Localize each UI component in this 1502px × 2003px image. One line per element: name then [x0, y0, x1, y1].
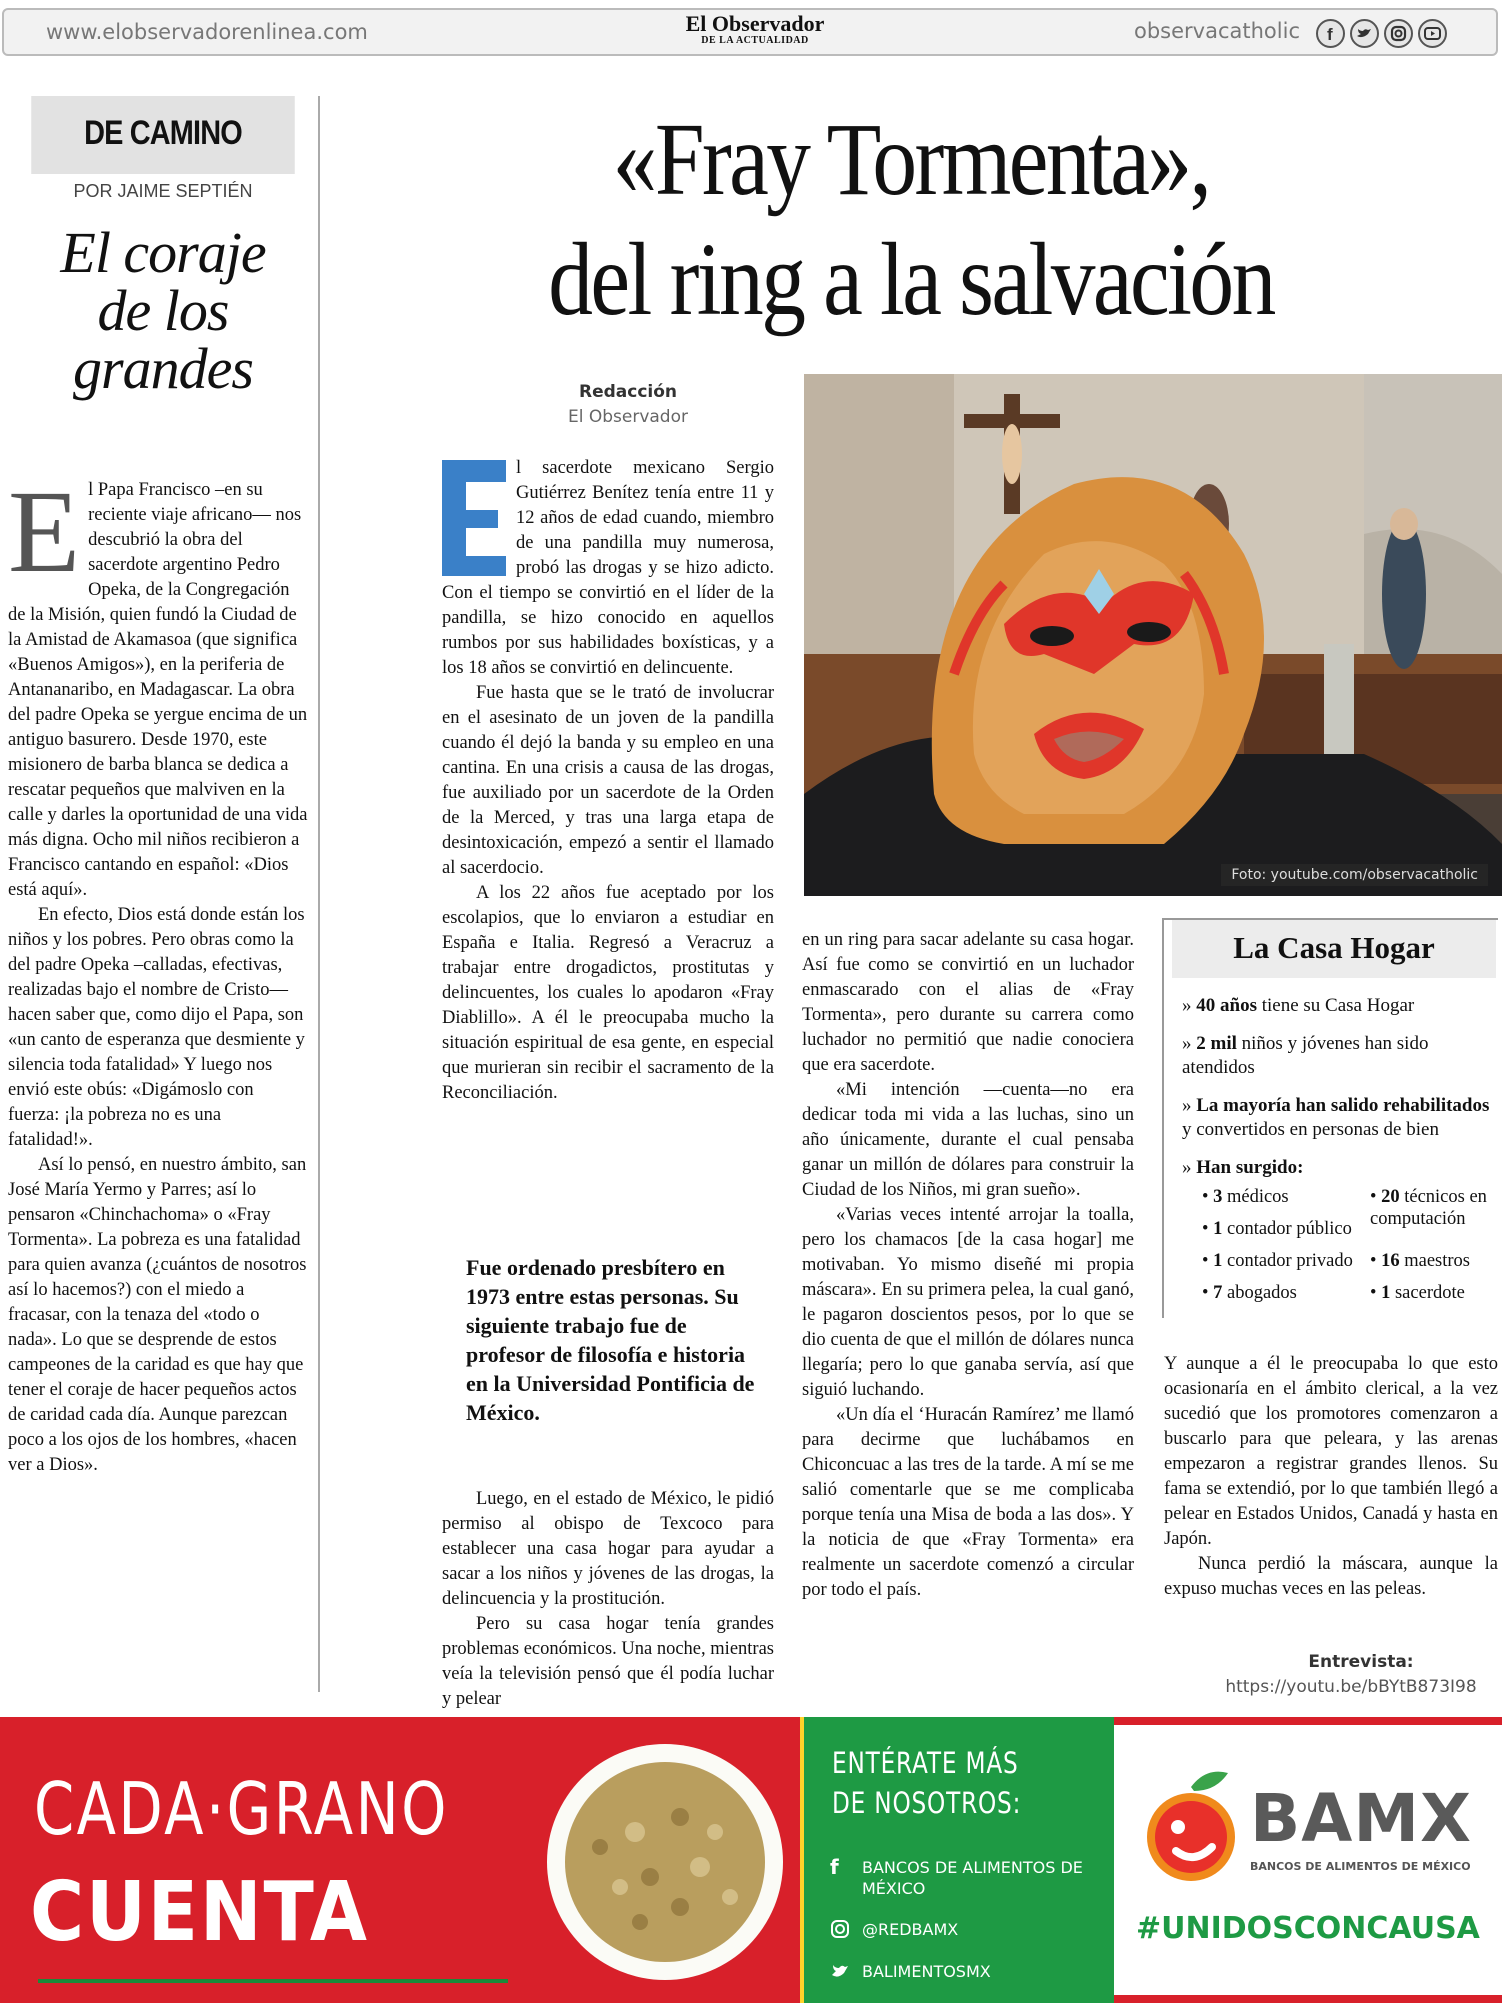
page-header — [2, 8, 1498, 56]
facebook-icon: f — [830, 1855, 839, 1879]
paragraph: en un ring para sacar adelante su casa hogar. Así fue como se convirtió en un luchador enmascarado con el alias de «Fray Tormenta», pero durante su carrera como luchador no permitió que nadie conociera que era sacerdote. — [802, 930, 1134, 1075]
section-title: DE CAMINO — [31, 96, 295, 174]
fact-item: » Han surgido: — [1182, 1157, 1304, 1178]
social-handle: observacatholic — [1134, 19, 1300, 43]
title-line: «Fray Tormenta», — [612, 102, 1210, 217]
bean-bowl-image — [540, 1737, 790, 1987]
sidebar-title: La Casa Hogar — [1172, 920, 1496, 978]
paragraph: Nunca perdió la máscara, aunque la expuso muchas veces en las peleas. — [1164, 1554, 1498, 1599]
paragraph-text: l Papa Francisco –en su reciente viaje africano— nos descubrió la obra del sacerdote argentino Pedro Opeka, de la Congregación de la Misión, quien fundó la Ciudad de la Amistad de Akamasoa (que significa «Buenos Amigos»), en la periferia de Antananaribo, en Madagascar. La obra del padre Opeka se yergue encima de un antiguo basurero. Desde 1970, este misionero de barba blanca se dedica a rescatar pequeños que malviven en la calle y darles la oportunidad de una vida más digna. Ocho mil niños recibieron a Francisco cantando en español: «Dios está aquí». — [8, 480, 308, 900]
paragraph: Pero su casa hogar tenía grandes problemas económicos. Una noche, mientras veía la televisión pensó que él podía luchar y pelear — [442, 1614, 774, 1709]
paragraph: «Mi intención —cuenta—no era dedicar toda mi vida a las luchas, sino un año únicamente, durante el cual pensaba ganar un millón de dólares para construir la Ciudad de los Niños, mi gran sueño». — [802, 1080, 1134, 1200]
ad-headline-line2: CUENTA — [30, 1865, 369, 1960]
paragraph: «Un día el ‘Huracán Ramírez’ me llamó para decirme que luchábamos en Chiconcuac a las tres de la tarde. A mí se me salió comentarle que se me complicaba porque tenía una Misa de boda a las dos». Y la noticia de que «Fray Tormenta» era realmente un sacerdote comenzó a circular por todo el país. — [802, 1405, 1134, 1600]
twitter-label: BALIMENTOSMX — [862, 1962, 991, 1981]
brand-tagline: DE LA ACTUALIDAD — [701, 35, 809, 46]
ad-instagram-row[interactable] — [830, 1919, 958, 1943]
facts-sidebar — [1162, 918, 1498, 1318]
bamx-subtitle: BANCOS DE ALIMENTOS DE MÉXICO — [1250, 1860, 1471, 1873]
instagram-icon[interactable] — [1384, 19, 1413, 48]
paragraph — [8, 466, 308, 903]
luchador-mask-image — [804, 374, 1502, 896]
paragraph — [442, 456, 774, 681]
twitter-icon — [830, 1961, 852, 1985]
article-column-1-continued — [442, 1487, 774, 1712]
ad-green-panel — [800, 1717, 1114, 2003]
byline-name: Redacción — [578, 382, 678, 402]
drop-cap: E — [8, 466, 81, 597]
fact-item: » 2 mil niños y jóvenes han sido atendidos — [1182, 1033, 1429, 1078]
ad-call-to-action — [832, 1743, 1021, 1823]
paragraph-text: l sacerdote mexicano Sergio Gutiérrez Benítez tenía entre 11 y 12 años de edad cuando, miembro de una pandilla muy numerosa, probó las drogas y se hizo adicto. Con el tiempo se convirtió en el líder de la pandilla, se hizo conocido en aquellos rumbos por sus habilidades boxísticas, y a los 18 años se convirtió en delincuente. — [442, 458, 774, 678]
advertisement-banner[interactable] — [0, 1717, 1502, 2003]
website-url[interactable]: www.elobservadorenlinea.com — [46, 20, 368, 44]
paragraph: A los 22 años fue aceptado por los escolapios, que lo enviaron a estudiar en España e Italia. Regresó a Veracruz a trabajar entre drogadictos, prostitutas y delincuentes, los cuales lo apodaron «Fray Diablillo». A él le preocupaba mucho la situación espiritual de esa gente, en especial que murieran sin recibir el sacramento de la Reconciliación. — [442, 883, 774, 1103]
cta-line: ENTÉRATE MÁS — [832, 1746, 1019, 1780]
facebook-icon[interactable] — [1316, 19, 1345, 48]
article-title — [411, 100, 1410, 340]
article-column-3 — [1164, 1352, 1498, 1602]
interview-label: Entrevista: — [1308, 1652, 1414, 1672]
apple-logo-icon — [1136, 1765, 1246, 1885]
brand-name: El Observador — [685, 11, 825, 36]
drop-cap-e-icon — [442, 460, 506, 576]
opinion-column — [8, 96, 320, 1692]
headline-line: grandes — [73, 336, 253, 401]
fact-item: » La mayoría han salido rehabilitados y convertidos en personas de bien — [1182, 1095, 1490, 1140]
stat-item: • 20 técnicos en computación — [1370, 1187, 1487, 1229]
stat-item: • 16 maestros — [1370, 1251, 1470, 1271]
paragraph: Así lo pensó, en nuestro ámbito, san José María Yermo y Parres; así lo pensaron «Chinchachoma» o «Fray Tormenta». La pobreza es una fatalidad para quien avanza (¿cuántos de nosotros así lo hacemos?) con el miedo a fracasar, con la tenaza del «todo o nada». Lo que se desprende de estos campeones de la caridad es que hay que tener el coraje de hacer pequeños actos de caridad cada día. Aunque parezcan poco a los ojos de los hombres, «hacen ver a Dios». — [8, 1155, 307, 1475]
stat-item: • 1 sacerdote — [1370, 1283, 1465, 1303]
column-byline: POR JAIME SEPTIÉN — [73, 181, 253, 201]
byline-outlet: El Observador — [567, 407, 688, 427]
headline-line: de los — [97, 278, 229, 343]
paragraph: «Varias veces intenté arrojar la toalla, pero los chamacos [de la casa hogar] me motivaban. Yo mismo diseñé mi propia máscara». En su primera pelea, la cual ganó, le pagaron doscientos pesos, por lo que se dio cuenta de que el millón de dólares nunca llegaría; pero lo que ganaba servía, así que siguió luchando. — [802, 1205, 1134, 1400]
bamx-logo: BAMX — [1250, 1780, 1472, 1857]
title-line: del ring a la salvación — [548, 222, 1274, 337]
ad-headline-line1: CADA·GRANO — [34, 1767, 449, 1851]
article-photo — [804, 374, 1502, 896]
ad-red-panel — [0, 1717, 800, 2003]
pull-quote: Fue ordenado presbítero en 1973 entre estas personas. Su siguiente trabajo fue de profesor de filosofía e historia en la Universidad Pontificia de México. — [466, 1255, 755, 1425]
stat-item: • 3 médicos — [1202, 1187, 1289, 1207]
svg-text:f: f — [1327, 25, 1333, 44]
column-body — [8, 466, 308, 1478]
youtube-icon[interactable] — [1418, 19, 1447, 48]
article-column-2 — [802, 928, 1134, 1603]
ad-underline — [38, 1979, 508, 1983]
article-byline — [528, 380, 728, 430]
fact-item: » 40 años tiene su Casa Hogar — [1182, 995, 1415, 1016]
photo-credit: Foto: youtube.com/observacatholic — [1221, 864, 1488, 886]
paragraph: En efecto, Dios está donde están los niños y los pobres. Pero obras como la del padre Opeka –calladas, efectivas, realizadas bajo el nombre de Cristo—hacen saber que, como dijo el Papa, son «un canto de esperanza que desmiente y silencia toda fatalidad» Y luego nos envió este obús: «Digámoslo con fuerza: ¡la pobreza no es una fatalidad!». — [8, 905, 305, 1150]
article-column-1 — [442, 456, 774, 1106]
column-headline — [8, 220, 318, 401]
paragraph: Luego, en el estado de México, le pidió permiso al obispo de Texcoco para establecer una casa hogar para ayudar a sacar a los niños y jóvenes de las drogas, la delincuencia y la prostitución. — [442, 1489, 774, 1609]
stat-item: • 1 contador público — [1202, 1219, 1352, 1239]
stat-item: • 1 contador privado — [1202, 1251, 1353, 1271]
facebook-label: BANCOS DE ALIMENTOS DE MÉXICO — [862, 1858, 1083, 1898]
stat-item: • 7 abogados — [1202, 1283, 1297, 1303]
headline-line: El coraje — [60, 220, 266, 285]
paragraph: Fue hasta que se le trató de involucrar en el asesinato de un joven de la pandilla cuando él dejó la banda y su empleo en una cantina. En una crisis a causa de las drogas, fue auxiliado por un sacerdote de la Orden de la Merced, y tras una larga etapa de desintoxicación, empezó a sentir el llamado al sacerdocio. — [442, 683, 774, 878]
instagram-label: @REDBAMX — [862, 1920, 959, 1939]
interview-url[interactable]: https://youtu.be/bBYtB873I98 — [1225, 1677, 1477, 1697]
ad-twitter-row[interactable] — [830, 1961, 991, 1985]
ad-hashtag: #UNIDOSCONCAUSA — [1136, 1911, 1480, 1946]
ad-facebook-row[interactable] — [830, 1857, 1092, 1899]
interview-link-block — [1164, 1650, 1498, 1700]
cta-line: DE NOSOTROS: — [832, 1786, 1022, 1820]
instagram-icon — [830, 1919, 852, 1943]
masthead-logo — [680, 13, 830, 46]
ad-logo-panel — [1114, 1725, 1502, 1995]
paragraph: Y aunque a él le preocupaba lo que esto ocasionaría en el ámbito clerical, a la vez sucedió que los promotores comenzaron a buscarlo para que peleara, y las arenas empezaron a registrar grandes llenos. Su fama se extendió, por lo que también llegó a pelear en Estados Unidos, Canadá y hasta en Japón. — [1164, 1354, 1498, 1549]
twitter-icon[interactable] — [1350, 19, 1379, 48]
